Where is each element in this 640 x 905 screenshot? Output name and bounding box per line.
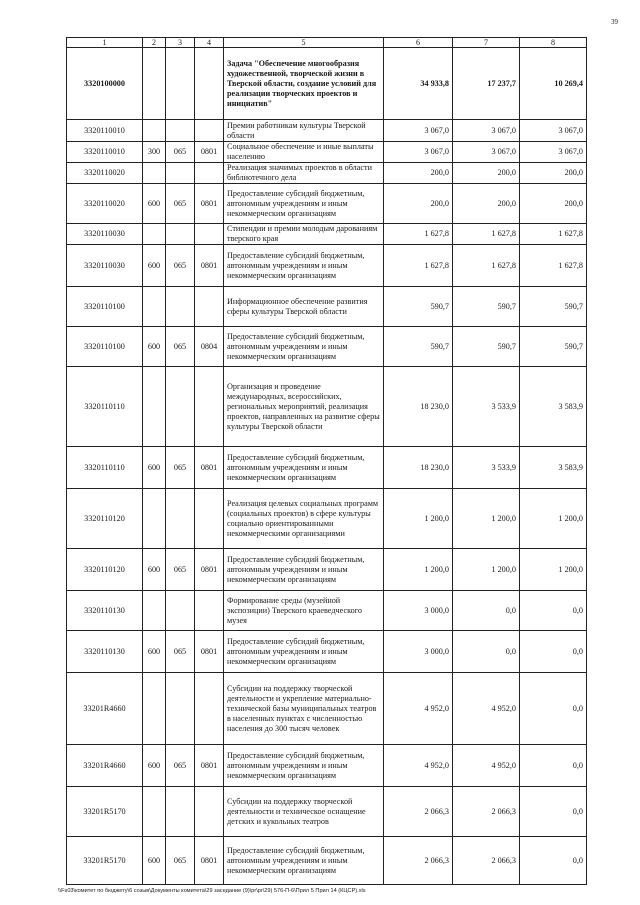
row-value-col7-cell: 1 627,8 — [453, 245, 520, 287]
row-admin-code-cell — [166, 367, 195, 447]
row-value-col8-cell: 590,7 — [520, 327, 587, 367]
row-description-cell: Реализация значимых проектов в области библиотечного дела — [224, 163, 384, 184]
column-header: 8 — [520, 38, 587, 48]
row-value-col8-cell: 0,0 — [520, 745, 587, 787]
row-value-col6-cell: 3 000,0 — [384, 631, 453, 673]
row-value-col8-cell: 0,0 — [520, 631, 587, 673]
row-value-col8-cell: 200,0 — [520, 184, 587, 224]
row-value-col7-cell: 3 067,0 — [453, 120, 520, 142]
table-row — [67, 224, 587, 245]
row-value-col7-cell: 3 067,0 — [453, 142, 520, 163]
row-code-cell: 3320110110 — [67, 367, 143, 447]
row-expense-type-cell: 600 — [143, 549, 166, 591]
row-expense-type-cell — [143, 48, 166, 120]
table-row — [67, 367, 587, 447]
row-description-cell: Информационное обеспечение развития сферы культуры Тверской области — [224, 287, 384, 327]
row-value-col6-cell: 34 933,8 — [384, 48, 453, 120]
row-value-col7-cell: 200,0 — [453, 184, 520, 224]
row-description-cell: Предоставление субсидий бюджетным, автономным учреждениям и иным некоммерческим организациям — [224, 837, 384, 885]
row-value-col6-cell: 2 066,3 — [384, 787, 453, 837]
row-value-col8-cell: 0,0 — [520, 787, 587, 837]
row-value-col8-cell: 3 067,0 — [520, 142, 587, 163]
table-row — [67, 837, 587, 885]
row-code-cell: 33201R5170 — [67, 837, 143, 885]
table-row — [67, 591, 587, 631]
row-value-col7-cell: 2 066,3 — [453, 837, 520, 885]
column-header: 3 — [166, 38, 195, 48]
row-admin-code-cell: 065 — [166, 837, 195, 885]
row-admin-code-cell: 065 — [166, 184, 195, 224]
row-description-cell: Предоставление субсидий бюджетным, автономным учреждениям и иным некоммерческим организациям — [224, 184, 384, 224]
row-section-cell — [195, 367, 224, 447]
table-row — [67, 142, 587, 163]
table-row — [67, 327, 587, 367]
row-value-col7-cell: 4 952,0 — [453, 673, 520, 745]
row-description-cell: Премии работникам культуры Тверской области — [224, 120, 384, 142]
row-code-cell: 3320110030 — [67, 224, 143, 245]
row-value-col6-cell: 200,0 — [384, 184, 453, 224]
row-code-cell: 33201R4660 — [67, 745, 143, 787]
row-value-col8-cell: 200,0 — [520, 163, 587, 184]
row-value-col8-cell: 10 269,4 — [520, 48, 587, 120]
row-code-cell: 33201R5170 — [67, 787, 143, 837]
column-header: 5 — [224, 38, 384, 48]
row-value-col6-cell: 3 000,0 — [384, 591, 453, 631]
row-description-cell: Предоставление субсидий бюджетным, автономным учреждениям и иным некоммерческим организациям — [224, 447, 384, 489]
row-value-col6-cell: 1 627,8 — [384, 245, 453, 287]
row-description-cell: Предоставление субсидий бюджетным, автономным учреждениям и иным некоммерческим организациям — [224, 327, 384, 367]
row-value-col7-cell: 590,7 — [453, 287, 520, 327]
row-value-col8-cell: 0,0 — [520, 591, 587, 631]
row-code-cell: 3320110100 — [67, 287, 143, 327]
column-header: 6 — [384, 38, 453, 48]
row-description-cell: Социальное обеспечение и иные выплаты населению — [224, 142, 384, 163]
row-expense-type-cell — [143, 591, 166, 631]
row-value-col7-cell: 1 200,0 — [453, 489, 520, 549]
row-expense-type-cell: 600 — [143, 184, 166, 224]
row-admin-code-cell — [166, 787, 195, 837]
row-code-cell: 3320110130 — [67, 591, 143, 631]
table-row — [67, 787, 587, 837]
task-row — [67, 48, 587, 120]
row-value-col7-cell: 1 200,0 — [453, 549, 520, 591]
row-value-col7-cell: 2 066,3 — [453, 787, 520, 837]
row-section-cell: 0801 — [195, 184, 224, 224]
row-value-col8-cell: 0,0 — [520, 837, 587, 885]
row-description-cell: Предоставление субсидий бюджетным, автономным учреждениям и иным некоммерческим организациям — [224, 549, 384, 591]
row-section-cell — [195, 48, 224, 120]
row-value-col8-cell: 1 627,8 — [520, 245, 587, 287]
row-value-col8-cell: 3 583,9 — [520, 447, 587, 489]
budget-table — [66, 37, 587, 885]
row-value-col6-cell: 4 952,0 — [384, 745, 453, 787]
row-expense-type-cell — [143, 120, 166, 142]
row-admin-code-cell: 065 — [166, 245, 195, 287]
row-description-cell: Предоставление субсидий бюджетным, автономным учреждениям и иным некоммерческим организациям — [224, 631, 384, 673]
row-admin-code-cell: 065 — [166, 745, 195, 787]
row-expense-type-cell: 600 — [143, 327, 166, 367]
row-section-cell — [195, 787, 224, 837]
row-description-cell: Формирование среды (музейной экспозиции) Тверского краеведческого музея — [224, 591, 384, 631]
row-admin-code-cell: 065 — [166, 447, 195, 489]
row-section-cell: 0801 — [195, 745, 224, 787]
row-description-cell: Субсидии на поддержку творческой деятельности и укрепление материально-технической базы муниципальных театров в населенных пунктах с численностью населения до 300 тысяч человек — [224, 673, 384, 745]
row-expense-type-cell: 300 — [143, 142, 166, 163]
row-description-cell: Предоставление субсидий бюджетным, автономным учреждениям и иным некоммерческим организациям — [224, 245, 384, 287]
row-value-col6-cell: 3 067,0 — [384, 120, 453, 142]
file-path-footer: \\Fs03\комитет по бюджету\6 созыв\Документы комитета\29 заседание (9)\pr\pr\29) 576-П-6\Прил 5 Прил 14 (КЦСР).xls — [58, 888, 366, 894]
table-row — [67, 673, 587, 745]
row-admin-code-cell: 065 — [166, 142, 195, 163]
row-expense-type-cell: 600 — [143, 631, 166, 673]
row-admin-code-cell — [166, 591, 195, 631]
row-value-col6-cell: 590,7 — [384, 327, 453, 367]
row-value-col6-cell: 3 067,0 — [384, 142, 453, 163]
row-code-cell: 3320110010 — [67, 142, 143, 163]
row-code-cell: 3320110030 — [67, 245, 143, 287]
column-header: 4 — [195, 38, 224, 48]
row-section-cell: 0801 — [195, 549, 224, 591]
row-value-col6-cell: 1 627,8 — [384, 224, 453, 245]
row-value-col7-cell: 590,7 — [453, 327, 520, 367]
page-number: 39 — [611, 18, 618, 26]
row-value-col7-cell: 0,0 — [453, 631, 520, 673]
table-row — [67, 489, 587, 549]
row-expense-type-cell: 600 — [143, 745, 166, 787]
row-section-cell: 0804 — [195, 327, 224, 367]
row-section-cell: 0801 — [195, 837, 224, 885]
row-description-cell: Субсидии на поддержку творческой деятельности и техническое оснащение детских и кукольных театров — [224, 787, 384, 837]
row-expense-type-cell — [143, 287, 166, 327]
row-value-col8-cell: 1 200,0 — [520, 549, 587, 591]
table-row — [67, 549, 587, 591]
row-code-cell: 3320110130 — [67, 631, 143, 673]
table-row — [67, 184, 587, 224]
row-value-col6-cell: 18 230,0 — [384, 447, 453, 489]
row-description-cell: Задача "Обеспечение многообразия художественной, творческой жизни в Тверской области, создание условий для реализации творческих проектов и инициатив" — [224, 48, 384, 120]
row-admin-code-cell — [166, 120, 195, 142]
row-value-col7-cell: 3 533,9 — [453, 367, 520, 447]
row-value-col7-cell: 3 533,9 — [453, 447, 520, 489]
row-description-cell: Стипендии и премии молодым дарованиям тверского края — [224, 224, 384, 245]
row-value-col8-cell: 0,0 — [520, 673, 587, 745]
row-expense-type-cell: 600 — [143, 245, 166, 287]
row-code-cell: 3320110100 — [67, 327, 143, 367]
column-header: 1 — [67, 38, 143, 48]
row-admin-code-cell — [166, 673, 195, 745]
row-code-cell: 3320110120 — [67, 549, 143, 591]
row-admin-code-cell — [166, 489, 195, 549]
row-value-col6-cell: 200,0 — [384, 163, 453, 184]
table-row — [67, 287, 587, 327]
row-value-col7-cell: 200,0 — [453, 163, 520, 184]
table-row — [67, 447, 587, 489]
row-code-cell: 3320100000 — [67, 48, 143, 120]
row-section-cell — [195, 120, 224, 142]
table-row — [67, 245, 587, 287]
row-expense-type-cell — [143, 367, 166, 447]
row-section-cell — [195, 163, 224, 184]
row-section-cell — [195, 489, 224, 549]
row-value-col7-cell: 1 627,8 — [453, 224, 520, 245]
row-value-col7-cell: 0,0 — [453, 591, 520, 631]
row-value-col8-cell: 1 200,0 — [520, 489, 587, 549]
row-section-cell: 0801 — [195, 245, 224, 287]
row-admin-code-cell — [166, 287, 195, 327]
row-expense-type-cell: 600 — [143, 837, 166, 885]
row-value-col6-cell: 18 230,0 — [384, 367, 453, 447]
row-code-cell: 3320110020 — [67, 184, 143, 224]
row-admin-code-cell — [166, 224, 195, 245]
row-section-cell — [195, 673, 224, 745]
row-value-col6-cell: 2 066,3 — [384, 837, 453, 885]
row-code-cell: 3320110110 — [67, 447, 143, 489]
table-row — [67, 745, 587, 787]
row-value-col6-cell: 1 200,0 — [384, 549, 453, 591]
row-section-cell: 0801 — [195, 142, 224, 163]
row-section-cell: 0801 — [195, 447, 224, 489]
row-section-cell — [195, 224, 224, 245]
row-code-cell: 3320110020 — [67, 163, 143, 184]
table-row — [67, 163, 587, 184]
row-description-cell: Реализация целевых социальных программ (социальных проектов) в сфере культуры социально ориентированными некоммерческими организациями — [224, 489, 384, 549]
row-description-cell: Предоставление субсидий бюджетным, автономным учреждениям и иным некоммерческим организациям — [224, 745, 384, 787]
row-expense-type-cell — [143, 489, 166, 549]
table-row — [67, 631, 587, 673]
row-value-col8-cell: 1 627,8 — [520, 224, 587, 245]
row-value-col7-cell: 17 237,7 — [453, 48, 520, 120]
row-value-col8-cell: 3 583,9 — [520, 367, 587, 447]
row-section-cell: 0801 — [195, 631, 224, 673]
row-admin-code-cell: 065 — [166, 327, 195, 367]
row-code-cell: 33201R4660 — [67, 673, 143, 745]
column-header: 7 — [453, 38, 520, 48]
row-description-cell: Организация и проведение международных, всероссийских, региональных мероприятий, реализация проектов, направленных на развитие сферы культуры Тверской области — [224, 367, 384, 447]
row-section-cell — [195, 287, 224, 327]
column-number-header-row — [67, 38, 587, 48]
row-admin-code-cell — [166, 48, 195, 120]
row-value-col6-cell: 1 200,0 — [384, 489, 453, 549]
row-code-cell: 3320110120 — [67, 489, 143, 549]
row-value-col8-cell: 3 067,0 — [520, 120, 587, 142]
row-section-cell — [195, 591, 224, 631]
row-code-cell: 3320110010 — [67, 120, 143, 142]
row-expense-type-cell — [143, 673, 166, 745]
row-expense-type-cell: 600 — [143, 447, 166, 489]
row-admin-code-cell: 065 — [166, 631, 195, 673]
row-expense-type-cell — [143, 224, 166, 245]
row-value-col7-cell: 4 952,0 — [453, 745, 520, 787]
row-admin-code-cell — [166, 163, 195, 184]
row-value-col6-cell: 4 952,0 — [384, 673, 453, 745]
row-expense-type-cell — [143, 787, 166, 837]
row-expense-type-cell — [143, 163, 166, 184]
row-value-col8-cell: 590,7 — [520, 287, 587, 327]
row-value-col6-cell: 590,7 — [384, 287, 453, 327]
table-row — [67, 120, 587, 142]
column-header: 2 — [143, 38, 166, 48]
row-admin-code-cell: 065 — [166, 549, 195, 591]
